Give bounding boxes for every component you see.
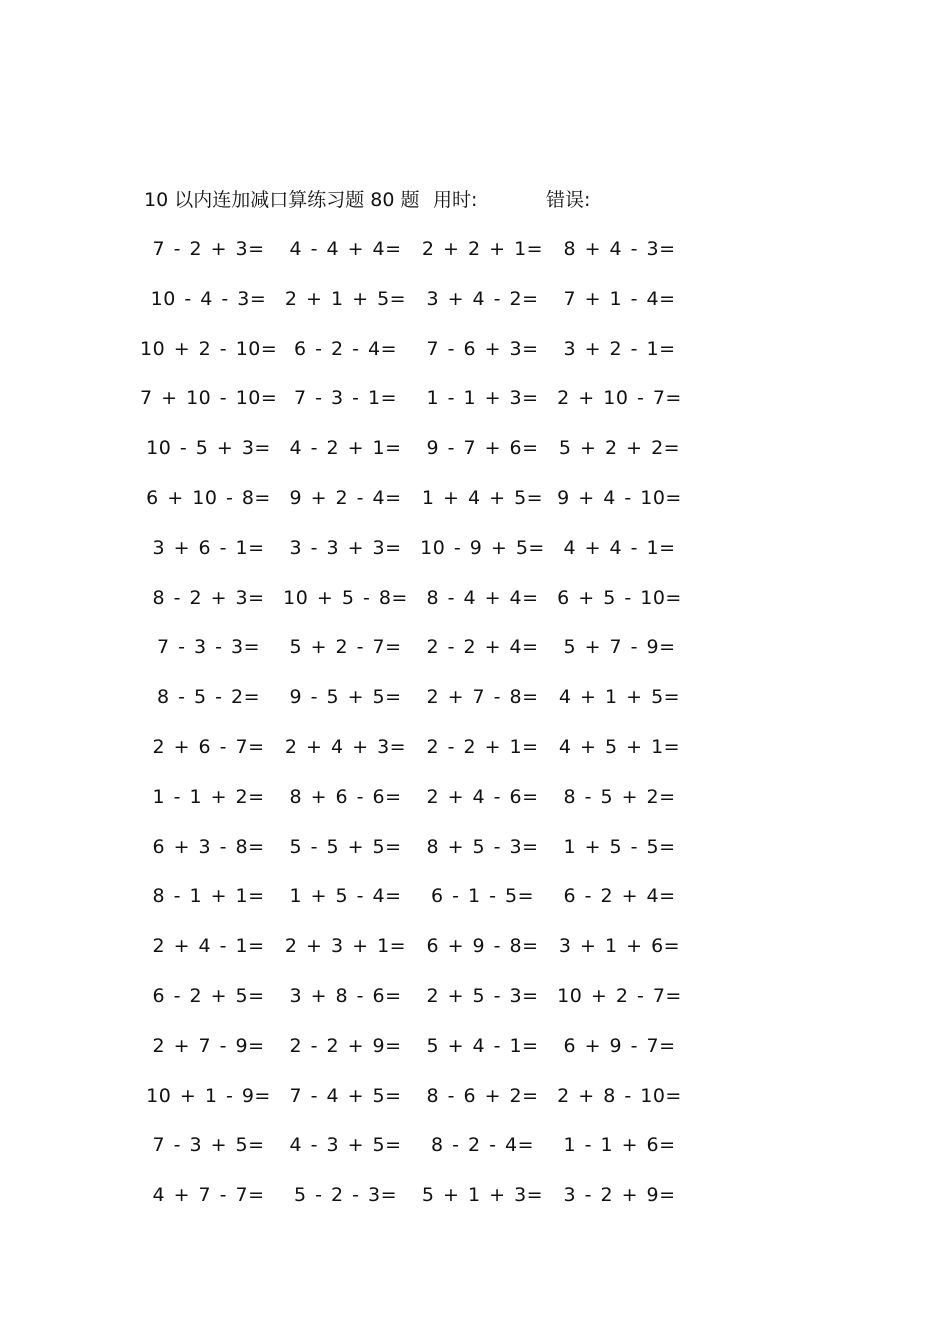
arithmetic-problem: 1 - 1 + 3=: [426, 387, 539, 410]
arithmetic-problem: 3 + 6 - 1=: [152, 536, 265, 559]
arithmetic-problem: 6 - 2 + 5=: [152, 984, 265, 1007]
arithmetic-problem: 6 - 1 - 5=: [430, 885, 535, 908]
arithmetic-problem: 7 - 3 - 1=: [293, 387, 398, 410]
arithmetic-problem: 2 + 7 - 9=: [152, 1034, 265, 1057]
arithmetic-problem: 9 + 4 - 10=: [557, 486, 682, 509]
arithmetic-problem: 2 + 4 - 6=: [426, 785, 539, 808]
arithmetic-problem: 8 + 6 - 6=: [289, 785, 402, 808]
arithmetic-problem: 5 + 2 + 2=: [558, 437, 681, 460]
arithmetic-problem: 4 + 4 - 1=: [563, 536, 676, 559]
arithmetic-problem: 10 - 9 + 5=: [420, 536, 545, 559]
arithmetic-problem: 6 + 10 - 8=: [146, 486, 271, 509]
arithmetic-problem: 9 - 7 + 6=: [426, 437, 539, 460]
arithmetic-problem: 3 + 2 - 1=: [563, 337, 676, 360]
problem-row: [140, 530, 700, 580]
arithmetic-problem: 6 + 3 - 8=: [152, 835, 265, 858]
arithmetic-problem: 8 - 2 + 3=: [152, 586, 265, 609]
arithmetic-problem: 4 - 2 + 1=: [289, 437, 402, 460]
problem-row: [140, 779, 700, 829]
arithmetic-problem: 4 + 1 + 5=: [558, 686, 681, 709]
arithmetic-problem: 8 - 6 + 2=: [426, 1084, 539, 1107]
arithmetic-problem: 8 - 2 - 4=: [430, 1134, 535, 1157]
arithmetic-problem: 2 + 1 + 5=: [284, 287, 407, 310]
arithmetic-problem: 8 + 5 - 3=: [426, 835, 539, 858]
arithmetic-problem: 1 + 5 - 5=: [563, 835, 676, 858]
arithmetic-problem: 7 - 3 + 5=: [152, 1134, 265, 1157]
arithmetic-problem: 7 - 2 + 3=: [152, 238, 265, 260]
errors-label: 错误:: [546, 189, 591, 211]
problem-row: [140, 1177, 700, 1227]
arithmetic-problem: 2 + 5 - 3=: [426, 984, 539, 1007]
arithmetic-problem: 3 - 2 + 9=: [563, 1184, 676, 1207]
arithmetic-problem: 6 + 9 - 7=: [563, 1034, 676, 1057]
arithmetic-problem: 1 - 1 + 6=: [563, 1134, 676, 1157]
problem-row: [140, 430, 700, 480]
arithmetic-problem: 7 - 3 - 3=: [156, 636, 261, 659]
problem-row: [140, 331, 700, 381]
arithmetic-problem: 7 - 6 + 3=: [426, 337, 539, 360]
arithmetic-problem: 4 + 7 - 7=: [152, 1184, 265, 1207]
arithmetic-problem: 2 + 7 - 8=: [426, 686, 539, 709]
problem-row: [140, 580, 700, 630]
problem-row: [140, 1028, 700, 1078]
problem-row: [140, 231, 700, 281]
time-used-label: 用时:: [433, 189, 478, 211]
arithmetic-problem: 8 + 4 - 3=: [563, 238, 676, 260]
arithmetic-problem: 3 + 1 + 6=: [558, 935, 681, 958]
arithmetic-problem: 2 + 2 + 1=: [421, 238, 544, 260]
worksheet-title: 10 以内连加减口算练习题 80 题: [144, 189, 420, 211]
arithmetic-problem: 2 + 4 - 1=: [152, 935, 265, 958]
arithmetic-problem: 9 + 2 - 4=: [289, 486, 402, 509]
problem-row: [140, 729, 700, 779]
arithmetic-problem: 8 - 4 + 4=: [426, 586, 539, 609]
arithmetic-problem: 5 + 7 - 9=: [563, 636, 676, 659]
arithmetic-problem: 7 + 10 - 10=: [140, 387, 278, 410]
problem-row: [140, 629, 700, 679]
arithmetic-problem: 2 + 4 + 3=: [284, 735, 407, 758]
arithmetic-problem: 1 + 4 + 5=: [421, 486, 544, 509]
arithmetic-problem: 2 + 8 - 10=: [557, 1084, 682, 1107]
arithmetic-problem: 2 - 2 + 4=: [426, 636, 539, 659]
arithmetic-problem: 7 - 4 + 5=: [289, 1084, 402, 1107]
problem-row: [140, 1078, 700, 1128]
problem-row: [140, 978, 700, 1028]
arithmetic-problem: 6 - 2 + 4=: [563, 885, 676, 908]
arithmetic-problem: 1 + 5 - 4=: [289, 885, 402, 908]
problem-grid: [140, 231, 700, 1227]
arithmetic-problem: 1 - 1 + 2=: [152, 785, 265, 808]
arithmetic-problem: 2 - 2 + 9=: [289, 1034, 402, 1057]
arithmetic-problem: 5 + 4 - 1=: [426, 1034, 539, 1057]
arithmetic-problem: 5 + 1 + 3=: [421, 1184, 544, 1207]
arithmetic-problem: 6 - 2 - 4=: [293, 337, 398, 360]
problem-row: [140, 281, 700, 331]
arithmetic-problem: 2 + 3 + 1=: [284, 935, 407, 958]
worksheet-header: [144, 186, 844, 214]
arithmetic-problem: 6 + 9 - 8=: [426, 935, 539, 958]
arithmetic-problem: 4 + 5 + 1=: [558, 735, 681, 758]
arithmetic-problem: 10 + 2 - 10=: [140, 337, 278, 360]
arithmetic-problem: 7 + 1 - 4=: [563, 287, 676, 310]
arithmetic-problem: 10 - 4 - 3=: [150, 287, 267, 310]
arithmetic-problem: 3 + 4 - 2=: [426, 287, 539, 310]
arithmetic-problem: 3 - 3 + 3=: [289, 536, 402, 559]
arithmetic-problem: 2 + 10 - 7=: [557, 387, 682, 410]
arithmetic-problem: 5 + 2 - 7=: [289, 636, 402, 659]
arithmetic-problem: 5 - 5 + 5=: [289, 835, 402, 858]
problem-row: [140, 380, 700, 430]
problem-row: [140, 878, 700, 928]
arithmetic-problem: 3 + 8 - 6=: [289, 984, 402, 1007]
arithmetic-problem: 5 - 2 - 3=: [293, 1184, 398, 1207]
arithmetic-problem: 2 + 6 - 7=: [152, 735, 265, 758]
arithmetic-problem: 8 - 5 + 2=: [563, 785, 676, 808]
arithmetic-problem: 8 - 1 + 1=: [152, 885, 265, 908]
arithmetic-problem: 2 - 2 + 1=: [426, 735, 539, 758]
problem-row: [140, 679, 700, 729]
problem-row: [140, 829, 700, 879]
problem-row: [140, 1127, 700, 1177]
problem-row: [140, 480, 700, 530]
arithmetic-problem: 9 - 5 + 5=: [289, 686, 402, 709]
arithmetic-problem: 4 - 4 + 4=: [289, 238, 402, 260]
arithmetic-problem: 8 - 5 - 2=: [156, 686, 261, 709]
arithmetic-problem: 10 + 1 - 9=: [146, 1084, 271, 1107]
arithmetic-problem: 6 + 5 - 10=: [557, 586, 682, 609]
arithmetic-problem: 4 - 3 + 5=: [289, 1134, 402, 1157]
arithmetic-problem: 10 + 2 - 7=: [557, 984, 682, 1007]
arithmetic-problem: 10 + 5 - 8=: [283, 586, 408, 609]
arithmetic-problem: 10 - 5 + 3=: [146, 437, 271, 460]
problem-row: [140, 928, 700, 978]
